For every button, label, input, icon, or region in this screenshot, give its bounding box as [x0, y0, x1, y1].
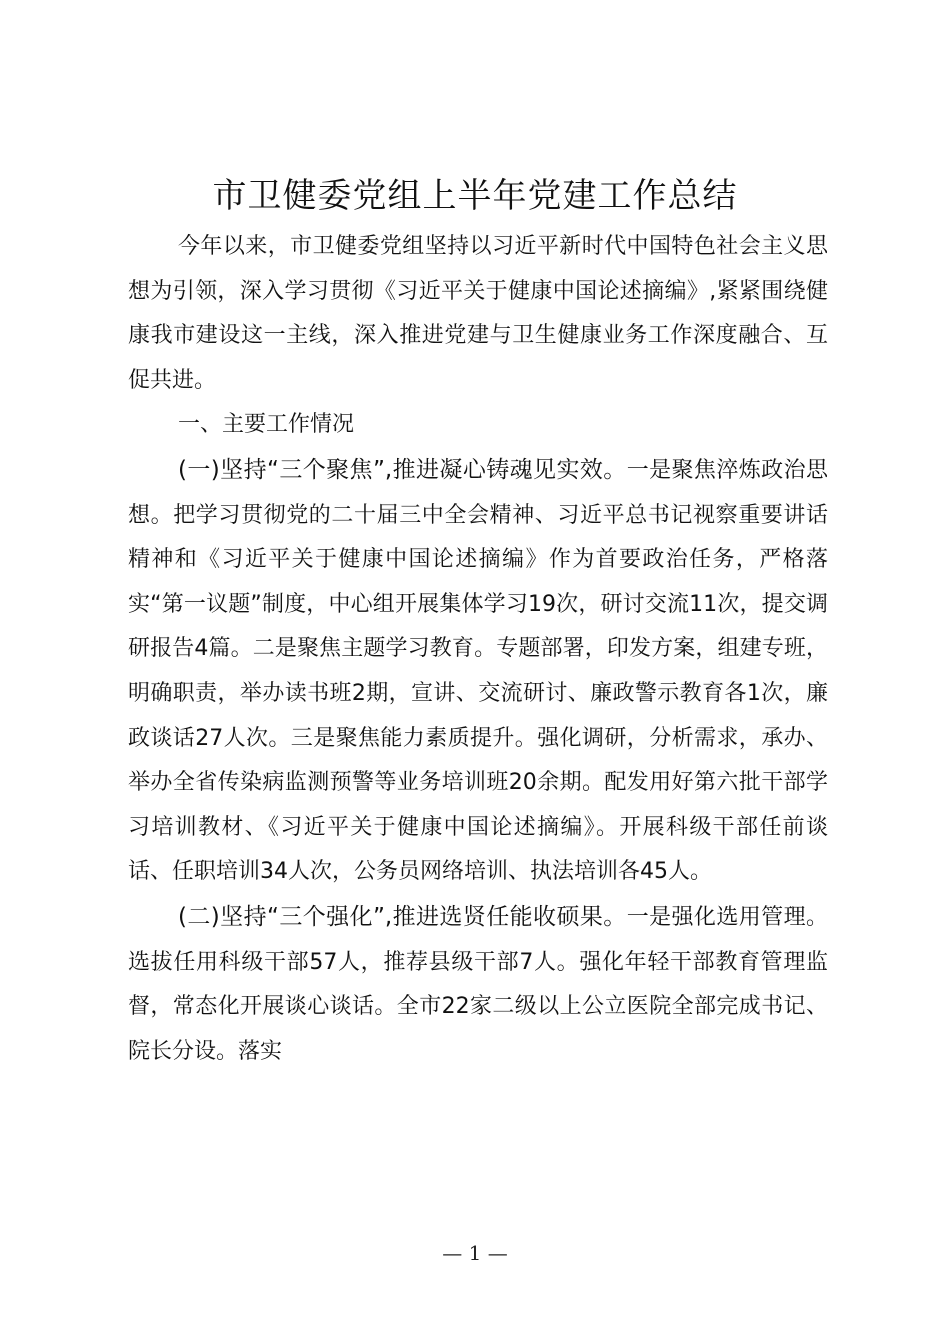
intro-paragraph: 今年以来，市卫健委党组坚持以习近平新时代中国特色社会主义思想为引领，深入学习贯彻《习近平关于健康中国论述摘编》,紧紧围绕健康我市建设这一主线，深入推进党建与卫生健康业务工作深度融合、互促共进。: [128, 234, 828, 393]
document-title: 市卫健委党组上半年党建工作总结: [212, 176, 738, 216]
item-body-three-strengthens: 一是强化选用管理。选拔任用科级干部57人，推荐县级干部7人。强化年轻干部教育管理监督，常态化开展谈心谈话。全市22家二级以上公立医院全部完成书记、院长分设。落实: [128, 904, 828, 1064]
document-body: [128, 225, 828, 1074]
item-lead-three-strengthens: (二)坚持“三个强化”,推进选贤任能收硕果。: [178, 903, 627, 930]
item-lead-three-focuses: (一)坚持“三个聚焦”,推进凝心铸魂见实效。: [178, 456, 627, 483]
item-body-three-focuses: 一是聚焦淬炼政治思想。把学习贯彻党的二十届三中全会精神、习近平总书记视察重要讲话精神和《习近平关于健康中国论述摘编》作为首要政治任务，严格落实“第一议题”制度，中心组开展集体学习19次，研讨交流11次，提交调研报告4篇。二是聚焦主题学习教育。专题部署，印发方案，组建专班，明确职责，举办读书班2期，宣讲、交流研讨、廉政警示教育各1次，廉政谈话27人次。三是聚焦能力素质提升。强化调研，分析需求，承办、举办全省传染病监测预警等业务培训班20余期。配发用好第六批干部学习培训教材、《习近平关于健康中国论述摘编》。开展科级干部任前谈话、任职培训34人次，公务员网络培训、执法培训各45人。: [128, 457, 828, 885]
section-heading-main-work: 一、主要工作情况: [178, 412, 355, 438]
item-paragraph-three-focuses: [128, 448, 828, 895]
page-number: — 1 —: [442, 1241, 508, 1265]
item-paragraph-three-strengthens: [128, 895, 828, 1074]
